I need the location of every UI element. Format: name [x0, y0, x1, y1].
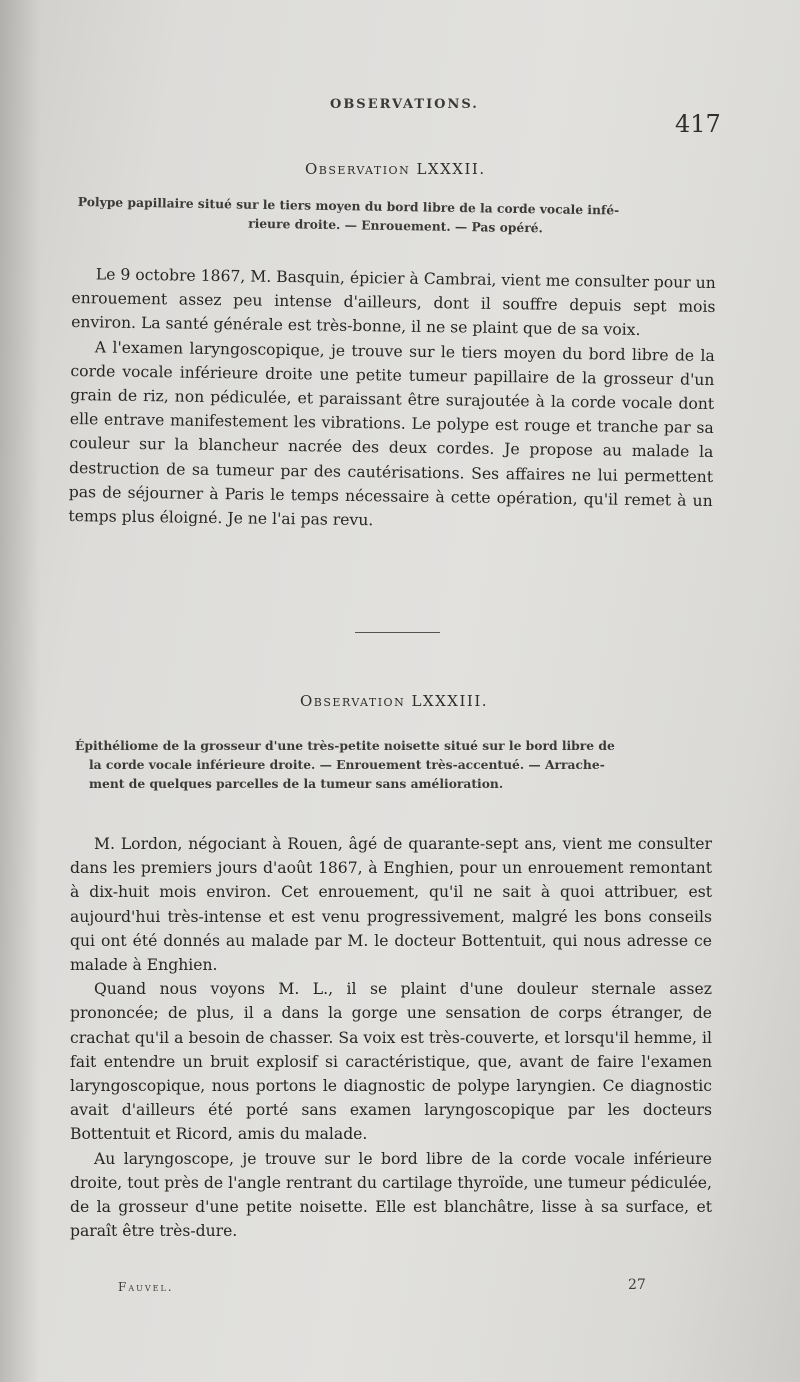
summary-line: ment de quelques parcelles de la tumeur sans amélioration. [89, 776, 504, 791]
summary-line: Épithéliome de la grosseur d'une très-petite noisette situé sur le bord libre de [75, 738, 615, 753]
printer-signature: Fauvel. [118, 1280, 174, 1294]
observation-heading: Observation LXXXII. [305, 160, 486, 178]
paragraph: A l'examen laryngoscopique, je trouve sur le tiers moyen du bord libre de la corde vocale inférieure droite une petite tumeur papillaire de la grosseur d'un grain de riz, non pédiculée, et paraissant être surajoutée à la corde vocale dont elle entrave manifestement les vibrations. Le polype est rouge et tranche par sa couleur sur la blancheur nacrée des deux cordes. Je propose au malade la destruction de sa tumeur par des cautérisations. Ses affaires ne lui permettent pas de séjourner à Paris le temps nécessaire à cette opération, qu'il remet à un temps plus éloigné. Je ne l'ai pas revu. [68, 337, 715, 530]
paragraph: Le 9 octobre 1867, M. Basquin, épicier à Cambrai, vient me consulter pour un enrouement assez peu intense d'ailleurs, dont il souffre depuis sept mois environ. La santé générale est très-bonne, il ne se plaint que de sa voix. [71, 265, 716, 340]
summary-line: rieure droite. — Enrouement. — Pas opéré. [248, 215, 543, 236]
page-gutter-shadow [0, 0, 40, 1382]
section-divider [355, 632, 440, 633]
paragraph: Quand nous voyons M. L., il se plaint d'une douleur sternale assez prononcée; de plus, il a dans la gorge une sensation de corps étranger, de crachat qu'il a besoin de chasser. Sa voix est très-couverte, et lorsqu'il hemme, il fait entendre un bruit explosif si caractéristique, que, avant de faire l'examen laryngoscopique, nous portons le diagnostic de polype laryngien. Ce diagnostic avait d'ailleurs été porté sans examen laryngoscopique par les docteurs Bottentuit et Ricord, amis du malade. [70, 980, 712, 1144]
summary-line: Polype papillaire situé sur le tiers moyen du bord libre de la corde vocale infé- [77, 193, 620, 218]
running-title: OBSERVATIONS. [330, 97, 479, 112]
observation-summary [75, 736, 712, 793]
observation-heading: Observation LXXXIII. [300, 692, 489, 710]
observation-body [70, 832, 712, 1243]
sheet-number: 27 [628, 1277, 646, 1293]
summary-line: la corde vocale inférieure droite. — Enrouement très-accentué. — Arrache- [89, 757, 605, 772]
observation-body [68, 262, 716, 537]
paragraph: M. Lordon, négociant à Rouen, âgé de quarante-sept ans, vient me consulter dans les premiers jours d'août 1867, à Enghien, pour un enrouement remontant à dix-huit mois environ. Cet enrouement, qu'il ne sait à quoi attribuer, est aujourd'hui très-intense et est venu progressivement, malgré les bons conseils qui ont été donnés au malade par M. le docteur Bottentuit, qui nous adresse ce malade à Enghien. [70, 835, 712, 975]
paragraph: Au laryngoscope, je trouve sur le bord libre de la corde vocale inférieure droite, tout près de l'angle rentrant du cartilage thyroïde, une tumeur pédiculée, de la grosseur d'une petite noisette. Elle est blanchâtre, lisse à sa surface, et paraît être très-dure. [70, 1149, 712, 1241]
observation-summary [77, 192, 714, 240]
page-number: 417 [675, 110, 721, 138]
